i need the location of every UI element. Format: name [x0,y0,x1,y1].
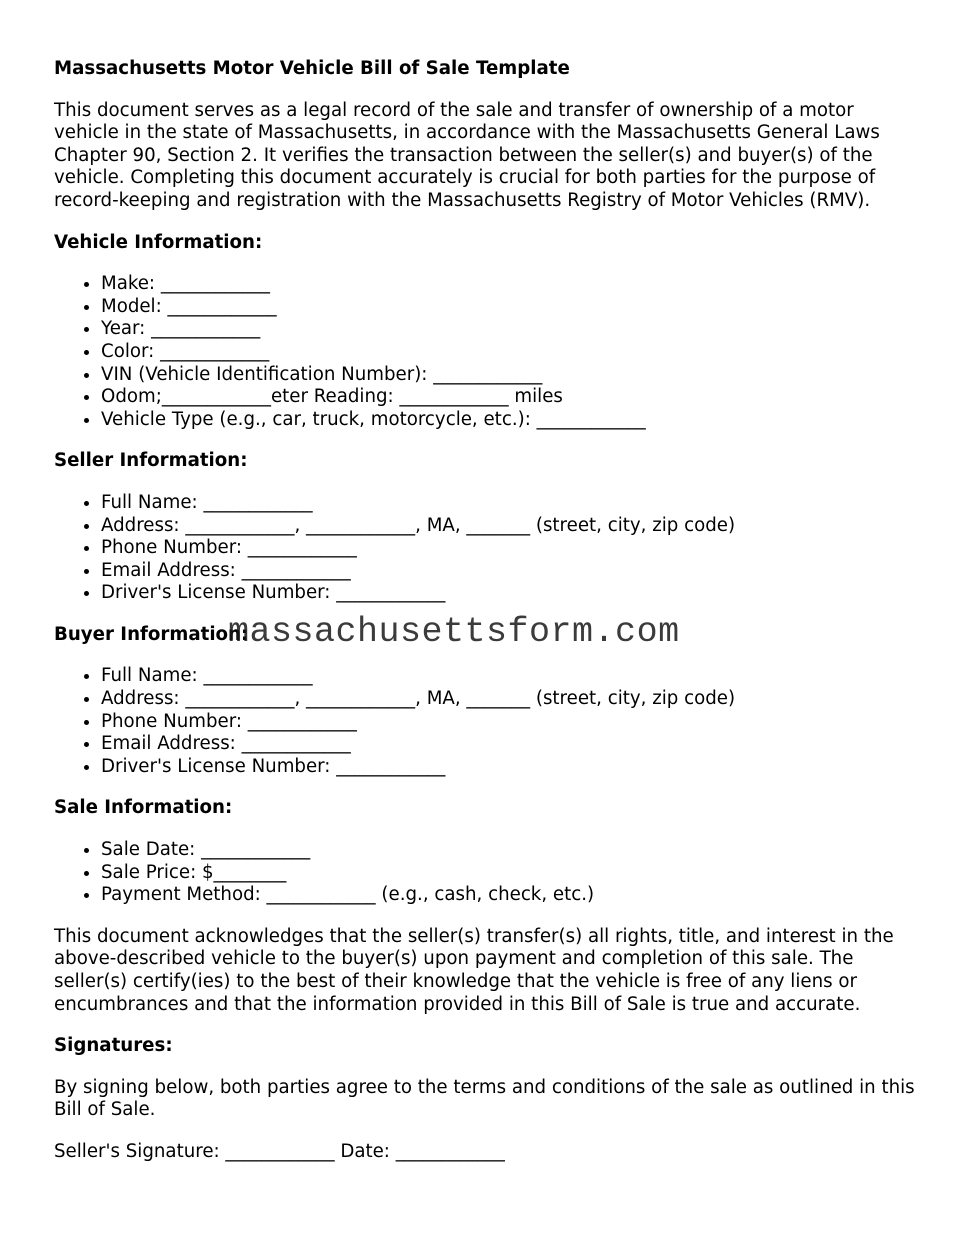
buyer-phone-field: • Phone Number: ____________ [101,711,924,734]
vehicle-year-field: • Year: ____________ [101,318,924,341]
sale-info-list [54,839,924,907]
vehicle-model-field: • Model: ____________ [101,296,924,319]
vehicle-info-list [54,273,924,431]
signatures-heading: Signatures: [54,1035,173,1057]
watermark-text: massachusettsform.com [228,612,680,652]
seller-phone-field: • Phone Number: ____________ [101,537,924,560]
seller-info-heading: Seller Information: [54,450,248,472]
payment-method-field: • Payment Method: ____________ (e.g., cash, check, etc.) [101,884,924,907]
seller-address-field: • Address: ____________, ____________, MA, _______ (street, city, zip code) [101,515,924,538]
vehicle-info-heading: Vehicle Information: [54,231,263,253]
sale-date-field: • Sale Date: ____________ [101,839,924,862]
buyer-address-field: • Address: ____________, ____________, MA, _______ (street, city, zip code) [101,688,924,711]
buyer-info-heading: Buyer Information: [54,623,249,645]
buyer-name-field: • Full Name: ____________ [101,665,924,688]
vehicle-make-field: • Make: ____________ [101,273,924,296]
seller-info-list [54,492,924,605]
vehicle-vin-field: • VIN (Vehicle Identification Number): ____________ [101,364,924,387]
buyer-email-field: • Email Address: ____________ [101,733,924,756]
document-page [54,58,924,1164]
signatures-paragraph: By signing below, both parties agree to the terms and conditions of the sale as outlined in this Bill of Sale. [54,1076,915,1121]
seller-email-field: • Email Address: ____________ [101,560,924,583]
seller-name-field: • Full Name: ____________ [101,492,924,515]
document-title: Massachusetts Motor Vehicle Bill of Sale Template [54,58,570,79]
buyer-info-list [54,665,924,778]
intro-paragraph: This document serves as a legal record of the sale and transfer of ownership of a motor vehicle in the state of Massachusetts, in accordance with the Massachusetts General Laws Chapter 90, Section 2. It verifies the transaction between the seller(s) and buyer(s) of the vehicle. Completing this document accurately is crucial for both parties for the purpose of record-keeping and registration with the Massachusetts Registry of Motor Vehicles (RMV). [54,99,880,211]
buyer-license-field: • Driver's License Number: ____________ [101,756,924,779]
seller-license-field: • Driver's License Number: ____________ [101,582,924,605]
seller-signature-line: Seller's Signature: ____________ Date: ____________ [54,1140,505,1162]
vehicle-color-field: • Color: ____________ [101,341,924,364]
acknowledgment-paragraph: This document acknowledges that the seller(s) transfer(s) all rights, title, and interest in the above-described vehicle to the buyer(s) upon payment and completion of this sale. The seller(s) certify(ies) to the best of their knowledge that the vehicle is free of any liens or encumbrances and that the information provided in this Bill of Sale is true and accurate. [54,925,894,1015]
vehicle-odometer-field: • Odom;____________eter Reading: ____________ miles [101,386,924,409]
sale-info-heading: Sale Information: [54,797,233,819]
sale-price-field: • Sale Price: $________ [101,862,924,885]
vehicle-type-field: • Vehicle Type (e.g., car, truck, motorcycle, etc.): ____________ [101,409,924,432]
